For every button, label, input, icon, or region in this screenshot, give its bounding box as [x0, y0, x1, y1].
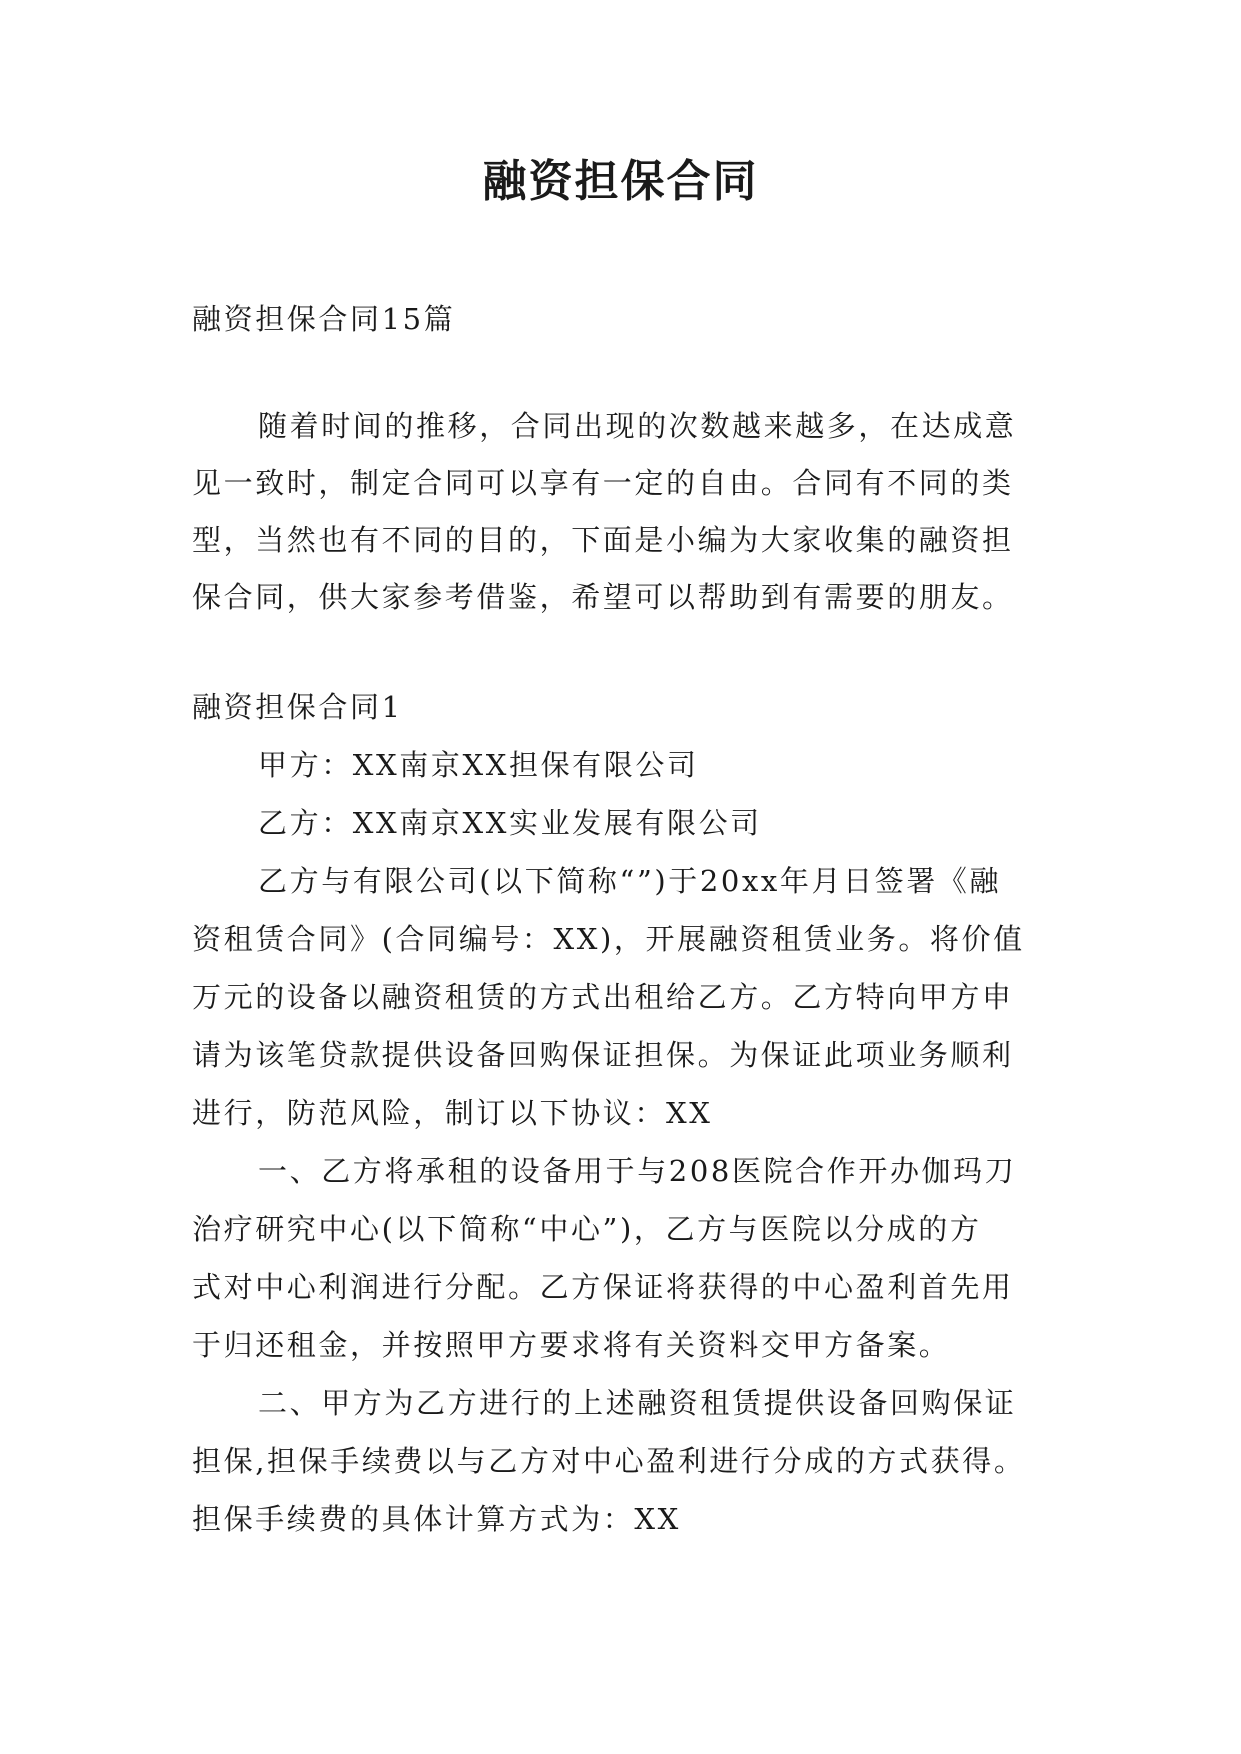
paragraph-line: 于归还租金，并按照甲方要求将有关资料交甲方备案。: [192, 1328, 951, 1362]
intro-line: 随着时间的推移，合同出现的次数越来越多，在达成意: [258, 409, 1017, 443]
section-heading: 融资担保合同1: [192, 690, 403, 724]
intro-line: 见一致时，制定合同可以享有一定的自由。合同有不同的类: [192, 466, 1014, 500]
intro-paragraph: [192, 398, 1052, 626]
contract-clause-2: [192, 1374, 1052, 1548]
document-body: [192, 290, 1052, 1548]
paragraph-line: 资租赁合同》(合同编号：XX)，开展融资租赁业务。将价值: [192, 922, 1025, 956]
intro-line: 型，当然也有不同的目的，下面是小编为大家收集的融资担: [192, 523, 1014, 557]
party-b-line: 乙方：XX南京XX实业发展有限公司: [258, 806, 762, 840]
document-subtitle: 融资担保合同15篇: [192, 302, 456, 336]
party-a-line: 甲方：XX南京XX担保有限公司: [258, 748, 699, 782]
paragraph-line: 式对中心利润进行分配。乙方保证将获得的中心盈利首先用: [192, 1270, 1014, 1304]
contract-clause-1: [192, 1142, 1052, 1374]
paragraph-line: 二、甲方为乙方进行的上述融资租赁提供设备回购保证: [258, 1386, 1017, 1420]
paragraph-line: 担保,担保手续费以与乙方对中心盈利进行分成的方式获得。: [192, 1444, 1026, 1478]
document-title: 融资担保合同: [482, 156, 759, 207]
paragraph-line: 万元的设备以融资租赁的方式出租给乙方。乙方特向甲方申: [192, 980, 1014, 1014]
paragraph-line: 担保手续费的具体计算方式为：XX: [192, 1502, 681, 1536]
intro-line: 保合同，供大家参考借鉴，希望可以帮助到有需要的朋友。: [192, 580, 1014, 614]
paragraph-line: 进行，防范风险，制订以下协议：XX: [192, 1096, 713, 1130]
paragraph-line: 乙方与有限公司(以下简称“”)于20xx年月日签署《融: [258, 864, 1002, 898]
paragraph-line: 治疗研究中心(以下简称“中心”)，乙方与医院以分成的方: [192, 1212, 982, 1246]
paragraph-line: 请为该笔贷款提供设备回购保证担保。为保证此项业务顺利: [192, 1038, 1014, 1072]
paragraph-line: 一、乙方将承租的设备用于与208医院合作开办伽玛刀: [258, 1154, 1017, 1188]
contract-paragraph-1: [192, 852, 1052, 1142]
